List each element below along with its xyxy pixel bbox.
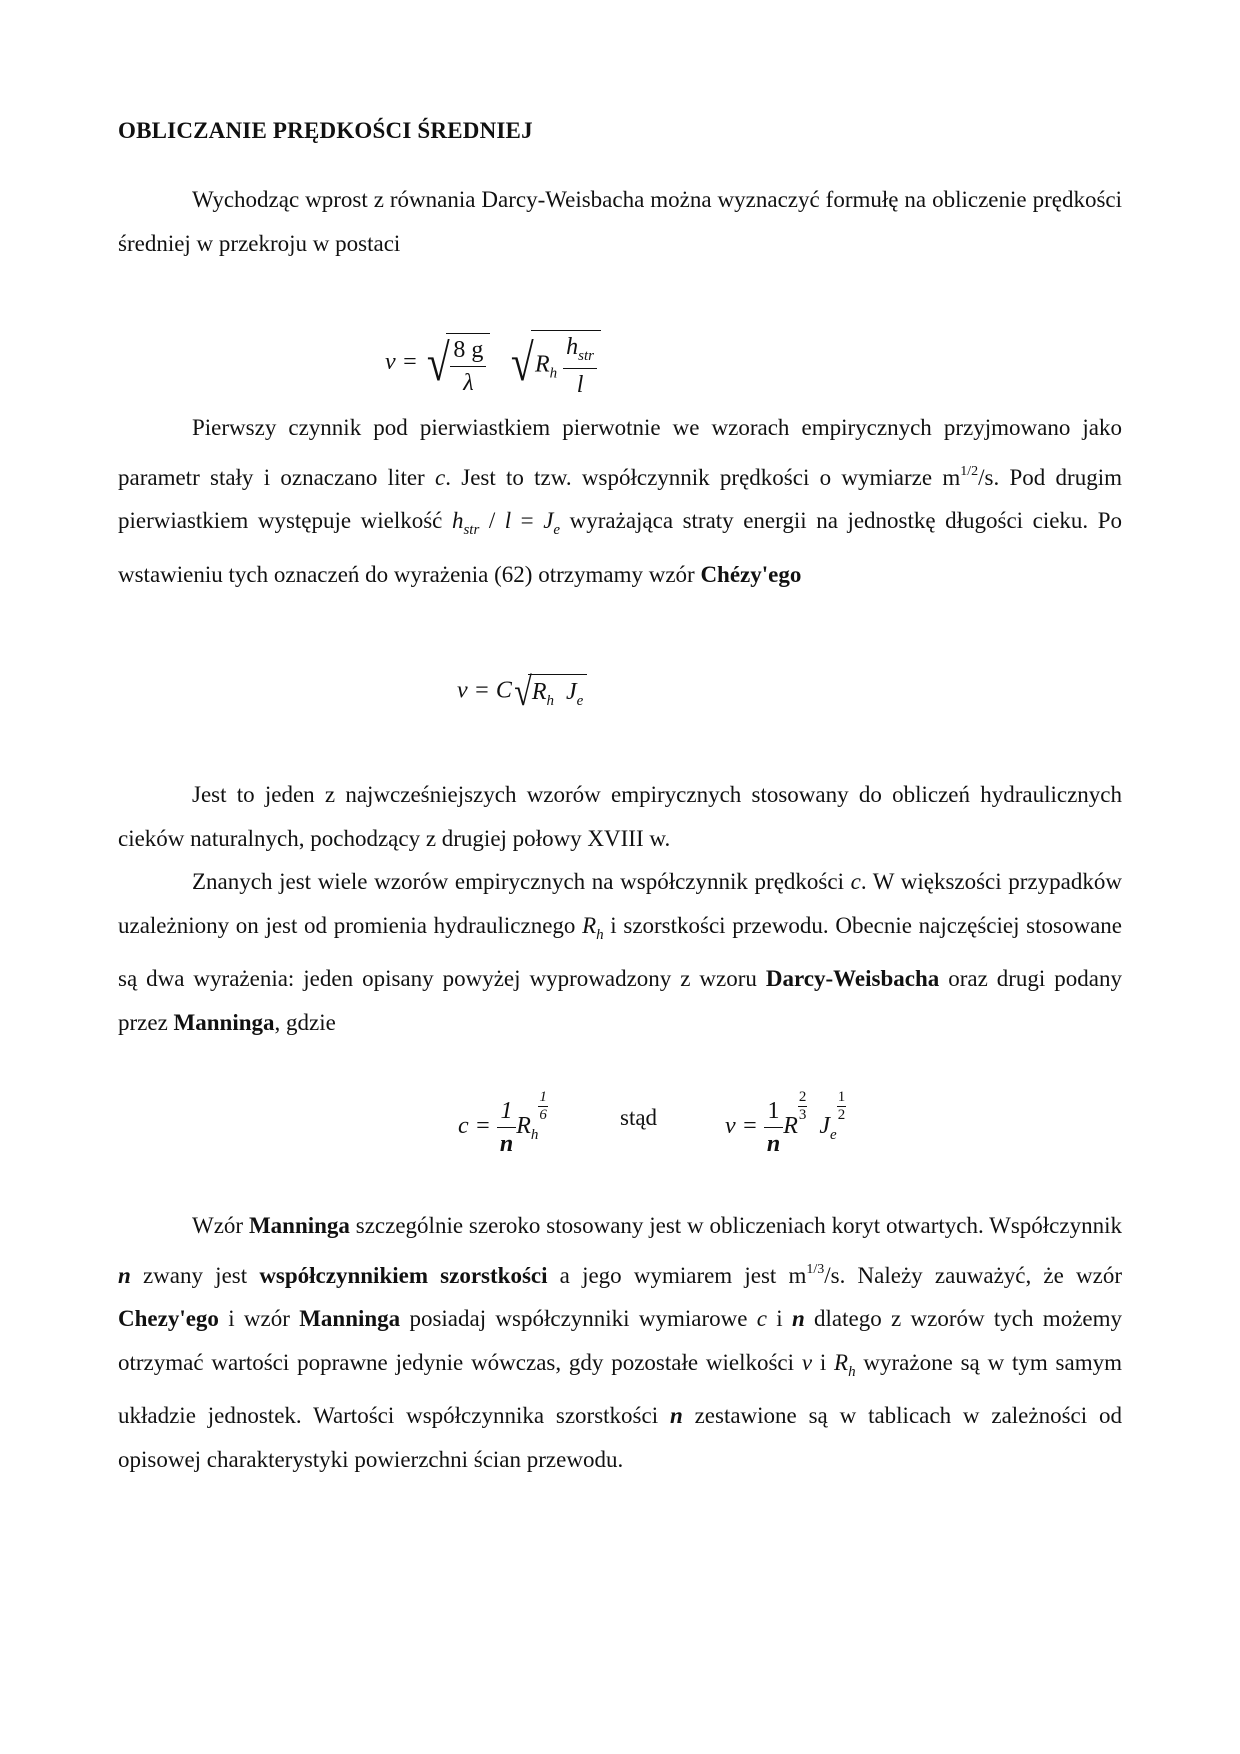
paragraph-chezy: Pierwszy czynnik pod pierwiastkiem pierwotnie we wzorach empirycznych przyjmowano jako parametr stały i oznaczano liter c. Jest to tzw. współczynnik prędkości o wymiarze $m^{1/2}/s$. Pod drugim pierwiastkiem występuje wielkość $h_{str} / l = J_e$ wyrażająca straty energii na jednostkę długości cieku. Po wstawieniu tych oznaczeń do wyrażenia (62) otrzymamy wzór Chézy'ego [118,415,1122,587]
paragraph-coefficient: Znanych jest wiele wzorów empirycznych na współczynnik prędkości c. W większości przypadków uzależniony on jest od promienia hydraulicznego $R_h$ i szorstkości przewodu. Obecnie najczęściej stosowane są dwa wyrażenia: jeden opisany powyżej wyprowadzony z wzoru Darcy-Weisbacha oraz drugi podany przez Manninga, gdzie [118,869,1122,1035]
sqrt-term-2: $√R_h$ $\frac{h_{str}}{l}$ [508,330,601,397]
paragraph-text: Wychodząc wprost z równania Darcy-Weisbacha można wyznaczyć formułę na obliczenie prędkości średniej w przekroju w postaci [118,187,1122,256]
equation-manning-c: c = $\frac{1}{n}$ $R_h$ $\frac{1}{6}$ [458,1089,547,1157]
equation-chezy: $v = C√R_h$ $J_e$ [457,672,587,712]
page-title: OBLICZANIE PRĘDKOŚCI ŚREDNIEJ [118,118,533,143]
paragraph-manning: Wzór Manninga szczególnie szeroko stosowany jest w obliczeniach koryt otwartych. Współczynnik n zwany jest współczynnikiem szorstkości a jego wymiarem jest $m^{1/3}/s$. Należy zauważyć, że wzór Chezy'ego i wzór Manninga posiadaj współczynniki wymiarowe c i n dlatego z wzorów tych możemy otrzymać wartości poprawne jedynie wówczas, gdy pozostałe wielkości v i $R_h$ wyrażone są w tym samym układzie jednostek. Wartości współczynnika szorstkości n zestawione są w tablicach w zależności od opisowej charakterystyki powierzchni ścian przewodu. [118,1213,1123,1472]
fraction-hstr-l: $\frac{h_{str}}{l}$ [563,335,597,397]
word-stad: stąd [620,1105,658,1130]
equation-darcy-weisbach [385,330,601,397]
equation-lhs: v = [385,349,418,376]
paragraph-history: Jest to jeden z najwcześniejszych wzorów empirycznych stosowany do obliczeń hydraulicznych cieków naturalnych, pochodzący z drugiej połowy XVIII w. [118,782,1122,851]
equation-manning-v: v = $\frac{1}{n}$ R $\frac{2}{3}$ $J_e$ $\frac{1}{2}$ [725,1089,846,1157]
fraction-8g-lambda: $\frac{8 g}{\lambda}$ [450,338,486,395]
paragraph-intro [118,178,1122,265]
sqrt-term-1: √ $\frac{8 g}{\lambda}$ [424,333,491,395]
